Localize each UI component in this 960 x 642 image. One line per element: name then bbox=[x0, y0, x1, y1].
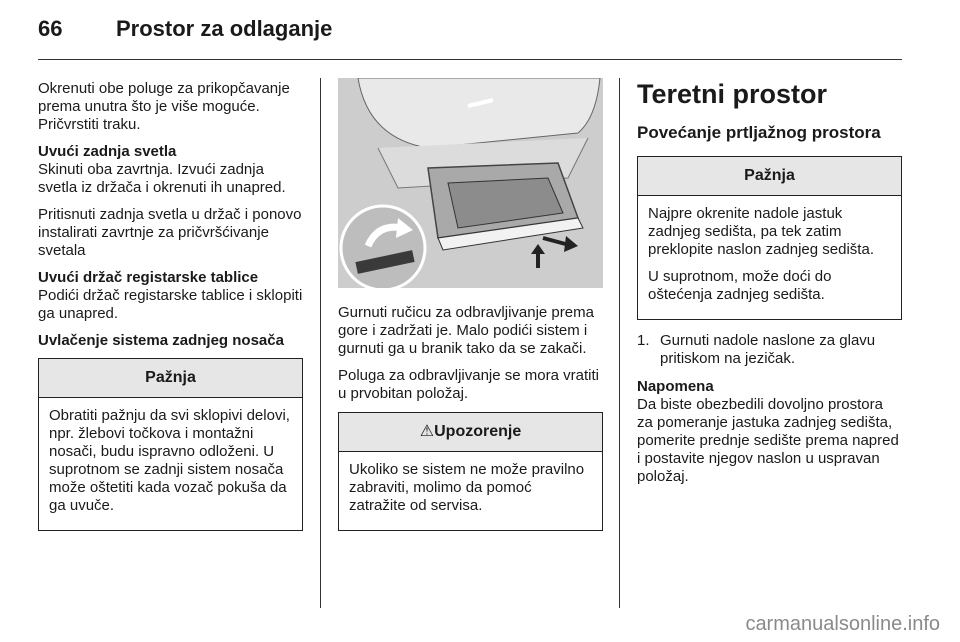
rear-carrier-illustration bbox=[338, 78, 603, 288]
caution-title: Pažnja bbox=[638, 157, 901, 196]
page-title: Prostor za odlaganje bbox=[116, 16, 333, 41]
caution-title: Pažnja bbox=[39, 359, 302, 398]
warning-icon: ⚠ bbox=[419, 423, 435, 440]
column-2 bbox=[338, 78, 603, 531]
column-1 bbox=[38, 80, 303, 531]
watermark: carmanualsonline.info bbox=[745, 613, 940, 635]
step-number: 1. bbox=[637, 332, 650, 349]
note-text: Da biste obezbedili dovoljno prostora za pomeranje jastuka zadnjeg sedišta, pomerite prednje sedište prema napred i postavite njegov naslon u uspravan položaj. bbox=[637, 396, 899, 485]
caution-text: Najpre okrenite nadole jastuk zadnjeg sedišta, pa tek zatim preklopite naslon zadnjeg sedišta. bbox=[648, 205, 874, 258]
page-number: 66 bbox=[38, 16, 63, 41]
column-divider-1 bbox=[320, 78, 321, 608]
section-title-carrier-retract: Uvlačenje sistema zadnjeg nosača bbox=[38, 332, 284, 349]
column-divider-2 bbox=[619, 78, 620, 608]
caution-text: Obratiti pažnju da svi sklopivi delovi, npr. žlebovi točkova i montažni nosači, budu ispravno odloženi. U suprotnom se zadnji sistem nosača može oštetiti kada vozač pokuša da ga uvuče. bbox=[49, 407, 290, 514]
lever-return-text: Poluga za odbravljivanje se mora vratiti u prvobitan položaj. bbox=[338, 367, 599, 402]
page-header bbox=[38, 16, 332, 42]
section-heading: Teretni prostor bbox=[637, 79, 828, 109]
section-text: Pritisnuti zadnja svetla u držač i ponovo instalirati zavrtnje za pričvršćivanje svetala bbox=[38, 206, 302, 259]
warning-title: Upozorenje bbox=[434, 423, 522, 440]
column-3 bbox=[637, 76, 902, 495]
section-text: Skinuti oba zavrtnja. Izvući zadnja svetla iz držača i okrenuti ih unapred. bbox=[38, 161, 286, 196]
warning-text: Ukoliko se sistem ne može pravilno zabraviti, molimo da pomoć zatražite od servisa. bbox=[349, 461, 585, 514]
step-text: Gurnuti nadole naslone za glavu pritiskom na jezičak. bbox=[660, 332, 876, 367]
caution-text: U suprotnom, može doći do oštećenja zadnjeg sedišta. bbox=[648, 268, 832, 303]
header-rule bbox=[38, 59, 902, 60]
note-title: Napomena bbox=[637, 378, 714, 395]
section-text: Podići držač registarske tablice i sklopiti ga unapred. bbox=[38, 287, 303, 322]
release-lever-text: Gurnuti ručicu za odbravljivanje prema gore i zadržati je. Malo podići sistem i gurnuti ga u branik tako da se zakači. bbox=[338, 304, 594, 357]
caution-box bbox=[38, 358, 303, 531]
section-title-plate-holder: Uvući držač registarske tablice bbox=[38, 269, 259, 286]
warning-header bbox=[339, 413, 602, 452]
step-1 bbox=[637, 332, 902, 368]
section-subheading: Povećanje prtljažnog prostora bbox=[637, 123, 881, 142]
section-title-tail-lights: Uvući zadnja svetla bbox=[38, 143, 177, 160]
illustration-drawing bbox=[338, 78, 603, 288]
warning-box bbox=[338, 412, 603, 531]
caution-box bbox=[637, 156, 902, 320]
intro-text: Okrenuti obe poluge za prikopčavanje prema unutra što je više moguće. Pričvrstiti traku. bbox=[38, 80, 290, 133]
